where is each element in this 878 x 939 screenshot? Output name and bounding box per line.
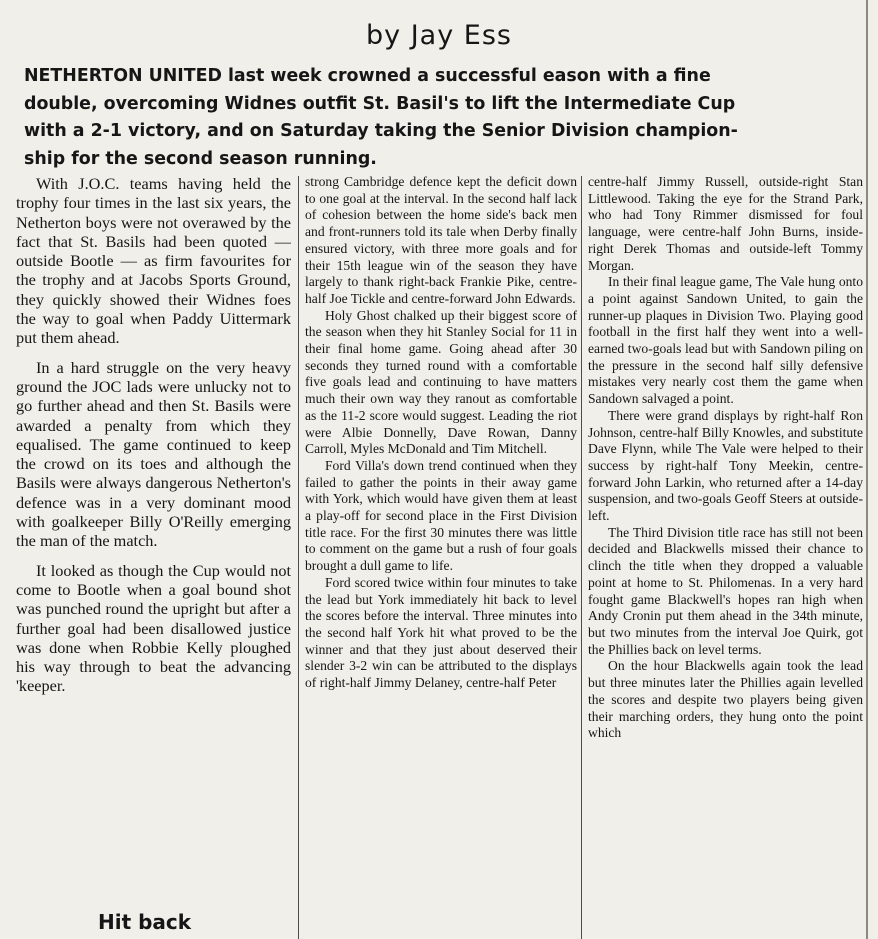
column-3 [588, 174, 863, 939]
column-2 [305, 174, 577, 939]
page-edge-line [866, 0, 868, 939]
intro-line: NETHERTON UNITED last week crowned a successful eason with a fine [24, 66, 711, 86]
column-1 [16, 174, 291, 939]
column-rule [298, 176, 299, 939]
intro-line: double, overcoming Widnes outfit St. Basil's to lift the Intermediate Cup [24, 93, 736, 114]
paragraph: strong Cambridge defence kept the deficit down to one goal at the interval. In the second half lack of cohesion between the home side's back men and front-runners told its tale when Derby finally ensured victory, with three more goals and for their 15th league win of the season they have largely to thank right-back Frankie Pike, centre-half Joe Tickle and centre-forward John Edwards. [305, 174, 577, 306]
byline: by Jay Ess [366, 20, 512, 51]
paragraph: Holy Ghost chalked up their biggest score of the season when they hit Stanley Social for 11 in their final home game. Going ahead after 30 seconds they turned round with a comfortable five goals lead and continuing to have matters much their own way they ranout as comfortable as the 11-2 score would suggest. Leading the riot were Albie Donnelly, Dave Rowan, Danny Carroll, Myles McDonald and Tim Mitchell. [305, 307, 577, 457]
column-rule [581, 176, 582, 939]
intro-line: with a 2-1 victory, and on Saturday taking the Senior Division champion- [24, 121, 738, 141]
paragraph: Ford Villa's down trend continued when they failed to gather the points in their away game with York, which would have given them at least a play-off for second place in the First Division title race. For the first 30 minutes there was little to comment on the game but a rush of four goals brought a dull game to life. [305, 457, 577, 574]
paragraph: There were grand displays by right-half Ron Johnson, centre-half Billy Knowles, and substitute Dave Flynn, while The Vale were helped to their success by right-half Tony Meekin, centre-forward John Larkin, who returned after a 14-day suspension, and two-goals Geoff Steers at outside-left. [588, 407, 863, 524]
paragraph: The Third Division title race has still not been decided and Blackwells missed their chance to clinch the title when they dropped a valuable point at home to St. Philomenas. In a very hard fought game Blackwell's hopes ran high when Andy Cronin put them ahead in the 34th minute, but two minutes from the interval Joe Quirk, got the Phillies back on level terms. [588, 524, 863, 657]
paragraph: It looked as though the Cup would not come to Bootle when a goal bound shot was punched round the upright but after a further goal had been disallowed justice was done when Robbie Kelly ploughed his way through to beat the advancing 'keeper. [16, 560, 291, 696]
paragraph: On the hour Blackwells again took the lead but three minutes later the Phillies again levelled the scores and despite two players being given their marching orders, they hung onto the point which [588, 658, 863, 741]
intro-line: ship for the second season running. [24, 148, 377, 169]
intro-paragraph [24, 63, 839, 173]
paragraph: centre-half Jimmy Russell, outside-right Stan Littlewood. Taking the eye for the Strand Park, who had Tony Rimmer dismissed for foul language, were centre-half John Burns, inside-right Derek Thomas and outside-left Tommy Morgan. [588, 174, 863, 273]
paragraph: With J.O.C. teams having held the trophy four times in the last six years, the Netherton boys were not overawed by the fact that St. Basils had been quoted — outside Bootle — as firm favourites for the trophy and at Jacobs Sports Ground, they quickly showed their Widnes foes the way to goal when Paddy Uittermark put them ahead. [16, 174, 291, 348]
paragraph: In a hard struggle on the very heavy ground the JOC lads were unlucky not to go further ahead and then St. Basils were awarded a penalty from which they equalised. The game continued to keep the crowd on its toes and although the Basils were always dangerous Netherton's defence was in a very dominant mood with goalkeeper Billy O'Reilly emerging the man of the match. [16, 357, 291, 551]
paragraph: In their final league game, The Vale hung onto a point against Sandown United, to gain the runner-up plaques in Division Two. Playing good football in the first half they went into a well-earned two-goals lead but with Sandown piling on the pressure in the second half silly defensive mistakes very nearly cost them the game when Sandown salvaged a point. [588, 274, 863, 407]
paragraph: Ford scored twice within four minutes to take the lead but York immediately hit back to level the scores before the interval. Three minutes into the second half York hit what proved to be the winner and that they just about deserved their slender 3-2 win can be attributed to the displays of right-half Jimmy Delaney, centre-half Peter [305, 574, 577, 691]
subheading: Hit back [98, 910, 192, 934]
